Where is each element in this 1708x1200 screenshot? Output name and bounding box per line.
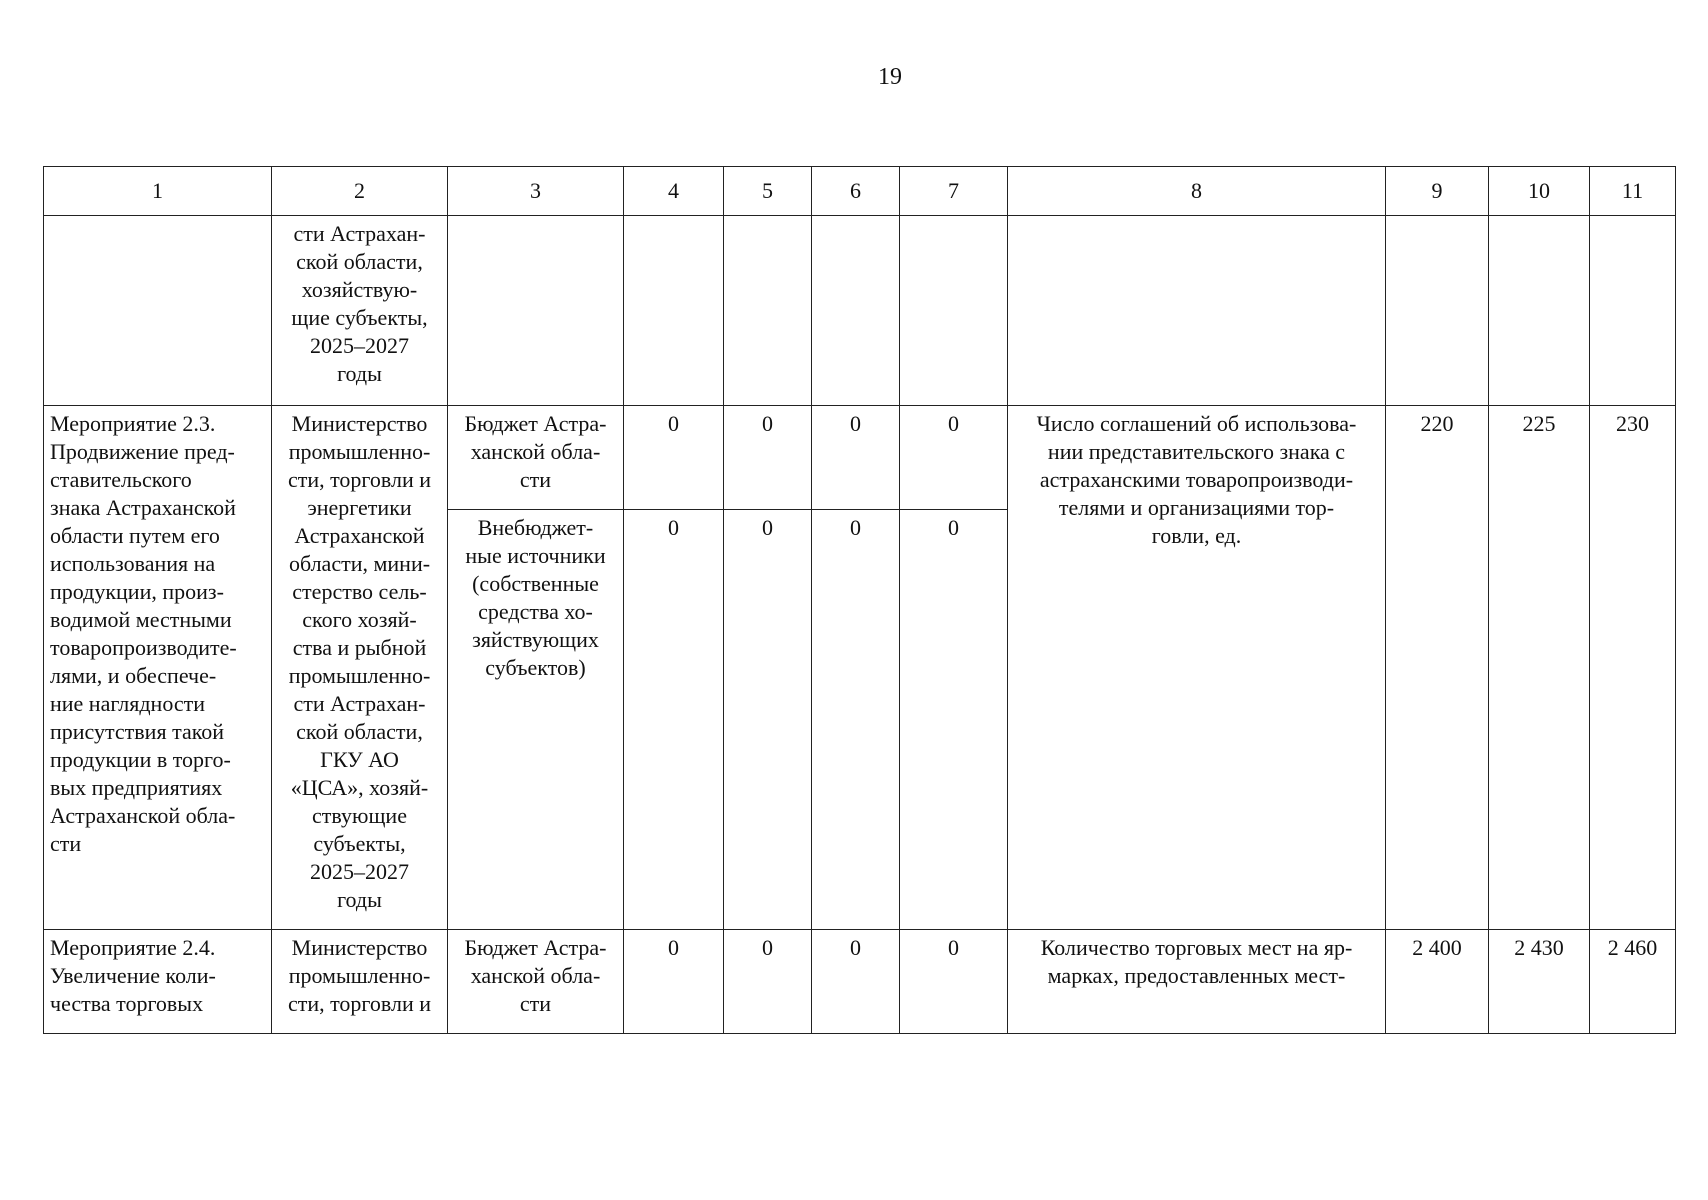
value-cell: 0: [724, 930, 812, 1034]
executor-cell: Министерство промышленно- сти, торговли и энергетики Астраханской области, мини- стерство сель- ского хозяй- ства и рыбной промышленно- сти Астрахан- ской области, ГКУ АО «ЦСА», хозяй- ствующие субъекты, 2025–2027 годы: [272, 406, 448, 930]
value-cell: 0: [900, 510, 1008, 930]
header-cell: 8: [1008, 167, 1386, 216]
cont-empty-cell: [1386, 216, 1489, 406]
activity-cell: Мероприятие 2.4. Увеличение коли- чества торговых: [44, 930, 272, 1034]
cont-empty-cell: [1489, 216, 1590, 406]
cont-empty-cell: [900, 216, 1008, 406]
value-cell: 0: [724, 510, 812, 930]
value-cell: 0: [624, 406, 724, 510]
page-number: 19: [878, 64, 902, 90]
indicator-value-cell: 2 430: [1489, 930, 1590, 1034]
table-row-2-4: [44, 930, 1676, 1034]
header-row: [44, 167, 1676, 216]
cont-empty-cell: [812, 216, 900, 406]
header-cell: 5: [724, 167, 812, 216]
cont-empty-cell: [448, 216, 624, 406]
indicator-value-cell: 225: [1489, 406, 1590, 930]
header-cell: 10: [1489, 167, 1590, 216]
value-cell: 0: [624, 510, 724, 930]
cont-empty-cell: [1590, 216, 1676, 406]
header-cell: 1: [44, 167, 272, 216]
cont-empty-cell: [1008, 216, 1386, 406]
value-cell: 0: [900, 930, 1008, 1034]
funding-source-cell: Бюджет Астра- ханской обла- сти: [448, 930, 624, 1034]
header-cell: 3: [448, 167, 624, 216]
indicator-cell: Количество торговых мест на яр- марках, предоставленных мест-: [1008, 930, 1386, 1034]
header-cell: 4: [624, 167, 724, 216]
value-cell: 0: [900, 406, 1008, 510]
executor-cell: Министерство промышленно- сти, торговли и: [272, 930, 448, 1034]
indicator-value-cell: 2 400: [1386, 930, 1489, 1034]
cont-activity-cell: [44, 216, 272, 406]
value-cell: 0: [624, 930, 724, 1034]
indicator-cell: Число соглашений об использова- нии представительского знака с астраханскими товаропроизводи- телями и организациями тор- говли, ед.: [1008, 406, 1386, 930]
cont-empty-cell: [724, 216, 812, 406]
program-table: [43, 166, 1676, 1034]
value-cell: 0: [724, 406, 812, 510]
value-cell: 0: [812, 930, 900, 1034]
header-cell: 9: [1386, 167, 1489, 216]
header-cell: 7: [900, 167, 1008, 216]
header-cell: 6: [812, 167, 900, 216]
header-cell: 2: [272, 167, 448, 216]
header-cell: 11: [1590, 167, 1676, 216]
cont-executor-cell: сти Астрахан- ской области, хозяйствую- щие субъекты, 2025–2027 годы: [272, 216, 448, 406]
continuation-row: [44, 216, 1676, 406]
indicator-value-cell: 2 460: [1590, 930, 1676, 1034]
indicator-value-cell: 220: [1386, 406, 1489, 930]
value-cell: 0: [812, 510, 900, 930]
funding-source-cell: Внебюджет- ные источники (собственные средства хо- зяйствующих субъектов): [448, 510, 624, 930]
indicator-value-cell: 230: [1590, 406, 1676, 930]
table-row-2-3: [44, 406, 1676, 510]
funding-source-cell: Бюджет Астра- ханской обла- сти: [448, 406, 624, 510]
activity-cell: Мероприятие 2.3. Продвижение пред- ставительского знака Астраханской области путем его использования на продукции, произ- водимой местными товаропроизводите- лями, и обеспече- ние наглядности присутствия такой продукции в торго- вых предприятиях Астраханской обла- сти: [44, 406, 272, 930]
cont-empty-cell: [624, 216, 724, 406]
value-cell: 0: [812, 406, 900, 510]
